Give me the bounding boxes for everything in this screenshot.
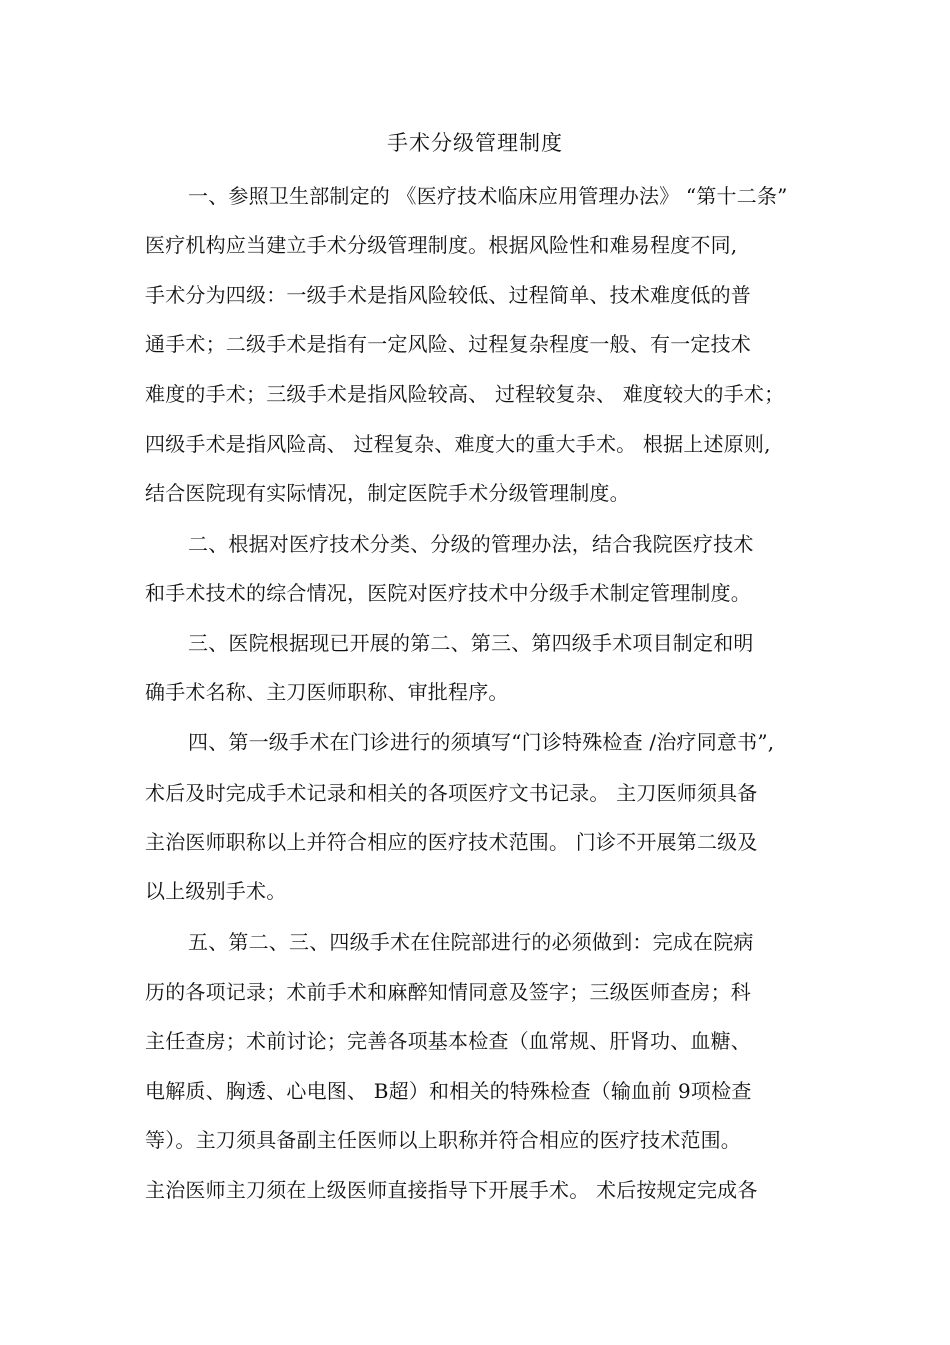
text-line: 医疗机构应当建立手术分级管理制度。根据风险性和难易程度不同, — [145, 233, 738, 257]
text-line: 难度的手术；三级手术是指风险较高、 过程较复杂、 难度较大的手术； — [145, 382, 785, 406]
text-line: 主任查房；术前讨论；完善各项基本检查（血常规、肝肾功、血糖、 — [145, 1029, 751, 1053]
text-line: 五、第二、三、四级手术在住院部进行的必须做到：完成在院病 — [188, 930, 754, 954]
text-line: 结合医院现有实际情况，制定医院手术分级管理制度。 — [145, 481, 630, 505]
text-line: 四级手术是指风险高、 过程复杂、难度大的重大手术。 根据上述原则, — [145, 432, 771, 456]
text-line: 主治医师主刀须在上级医师直接指导下开展手术。 术后按规定完成各 — [145, 1178, 758, 1202]
text-line: 手术分为四级：一级手术是指风险较低、过程简单、技术难度低的普 — [145, 283, 751, 307]
text-line: 和手术技术的综合情况，医院对医疗技术中分级手术制定管理制度。 — [145, 581, 751, 605]
text-line: 通手术；二级手术是指有一定风险、过程复杂程度一般、有一定技术 — [145, 332, 751, 356]
text-line: 四、第一级手术在门诊进行的须填写“门诊特殊检查 /治疗同意书”, — [188, 730, 775, 754]
text-line: 三、医院根据现已开展的第二、第三、第四级手术项目制定和明 — [188, 631, 754, 655]
text-line: 电解质、胸透、心电图、 B超）和相关的特殊检查（输血前 9项检查 — [145, 1079, 752, 1103]
text-line: 一、参照卫生部制定的 《医疗技术临床应用管理办法》 “第十二条” — [188, 184, 788, 208]
text-line: 确手术名称、主刀医师职称、审批程序。 — [145, 680, 509, 704]
text-line: 主治医师职称以上并符合相应的医疗技术范围。 门诊不开展第二级及 — [145, 830, 758, 854]
text-line: 二、根据对医疗技术分类、分级的管理办法，结合我院医疗技术 — [188, 532, 754, 556]
text-line: 术后及时完成手术记录和相关的各项医疗文书记录。 主刀医师须具备 — [145, 781, 758, 805]
text-line: 等）。主刀须具备副主任医师以上职称并符合相应的医疗技术范围。 — [145, 1128, 741, 1152]
document-title: 手术分级管理制度 — [387, 131, 563, 155]
text-line: 历的各项记录；术前手术和麻醉知情同意及签字；三级医师查房；科 — [145, 980, 751, 1004]
text-line: 以上级别手术。 — [145, 879, 287, 903]
